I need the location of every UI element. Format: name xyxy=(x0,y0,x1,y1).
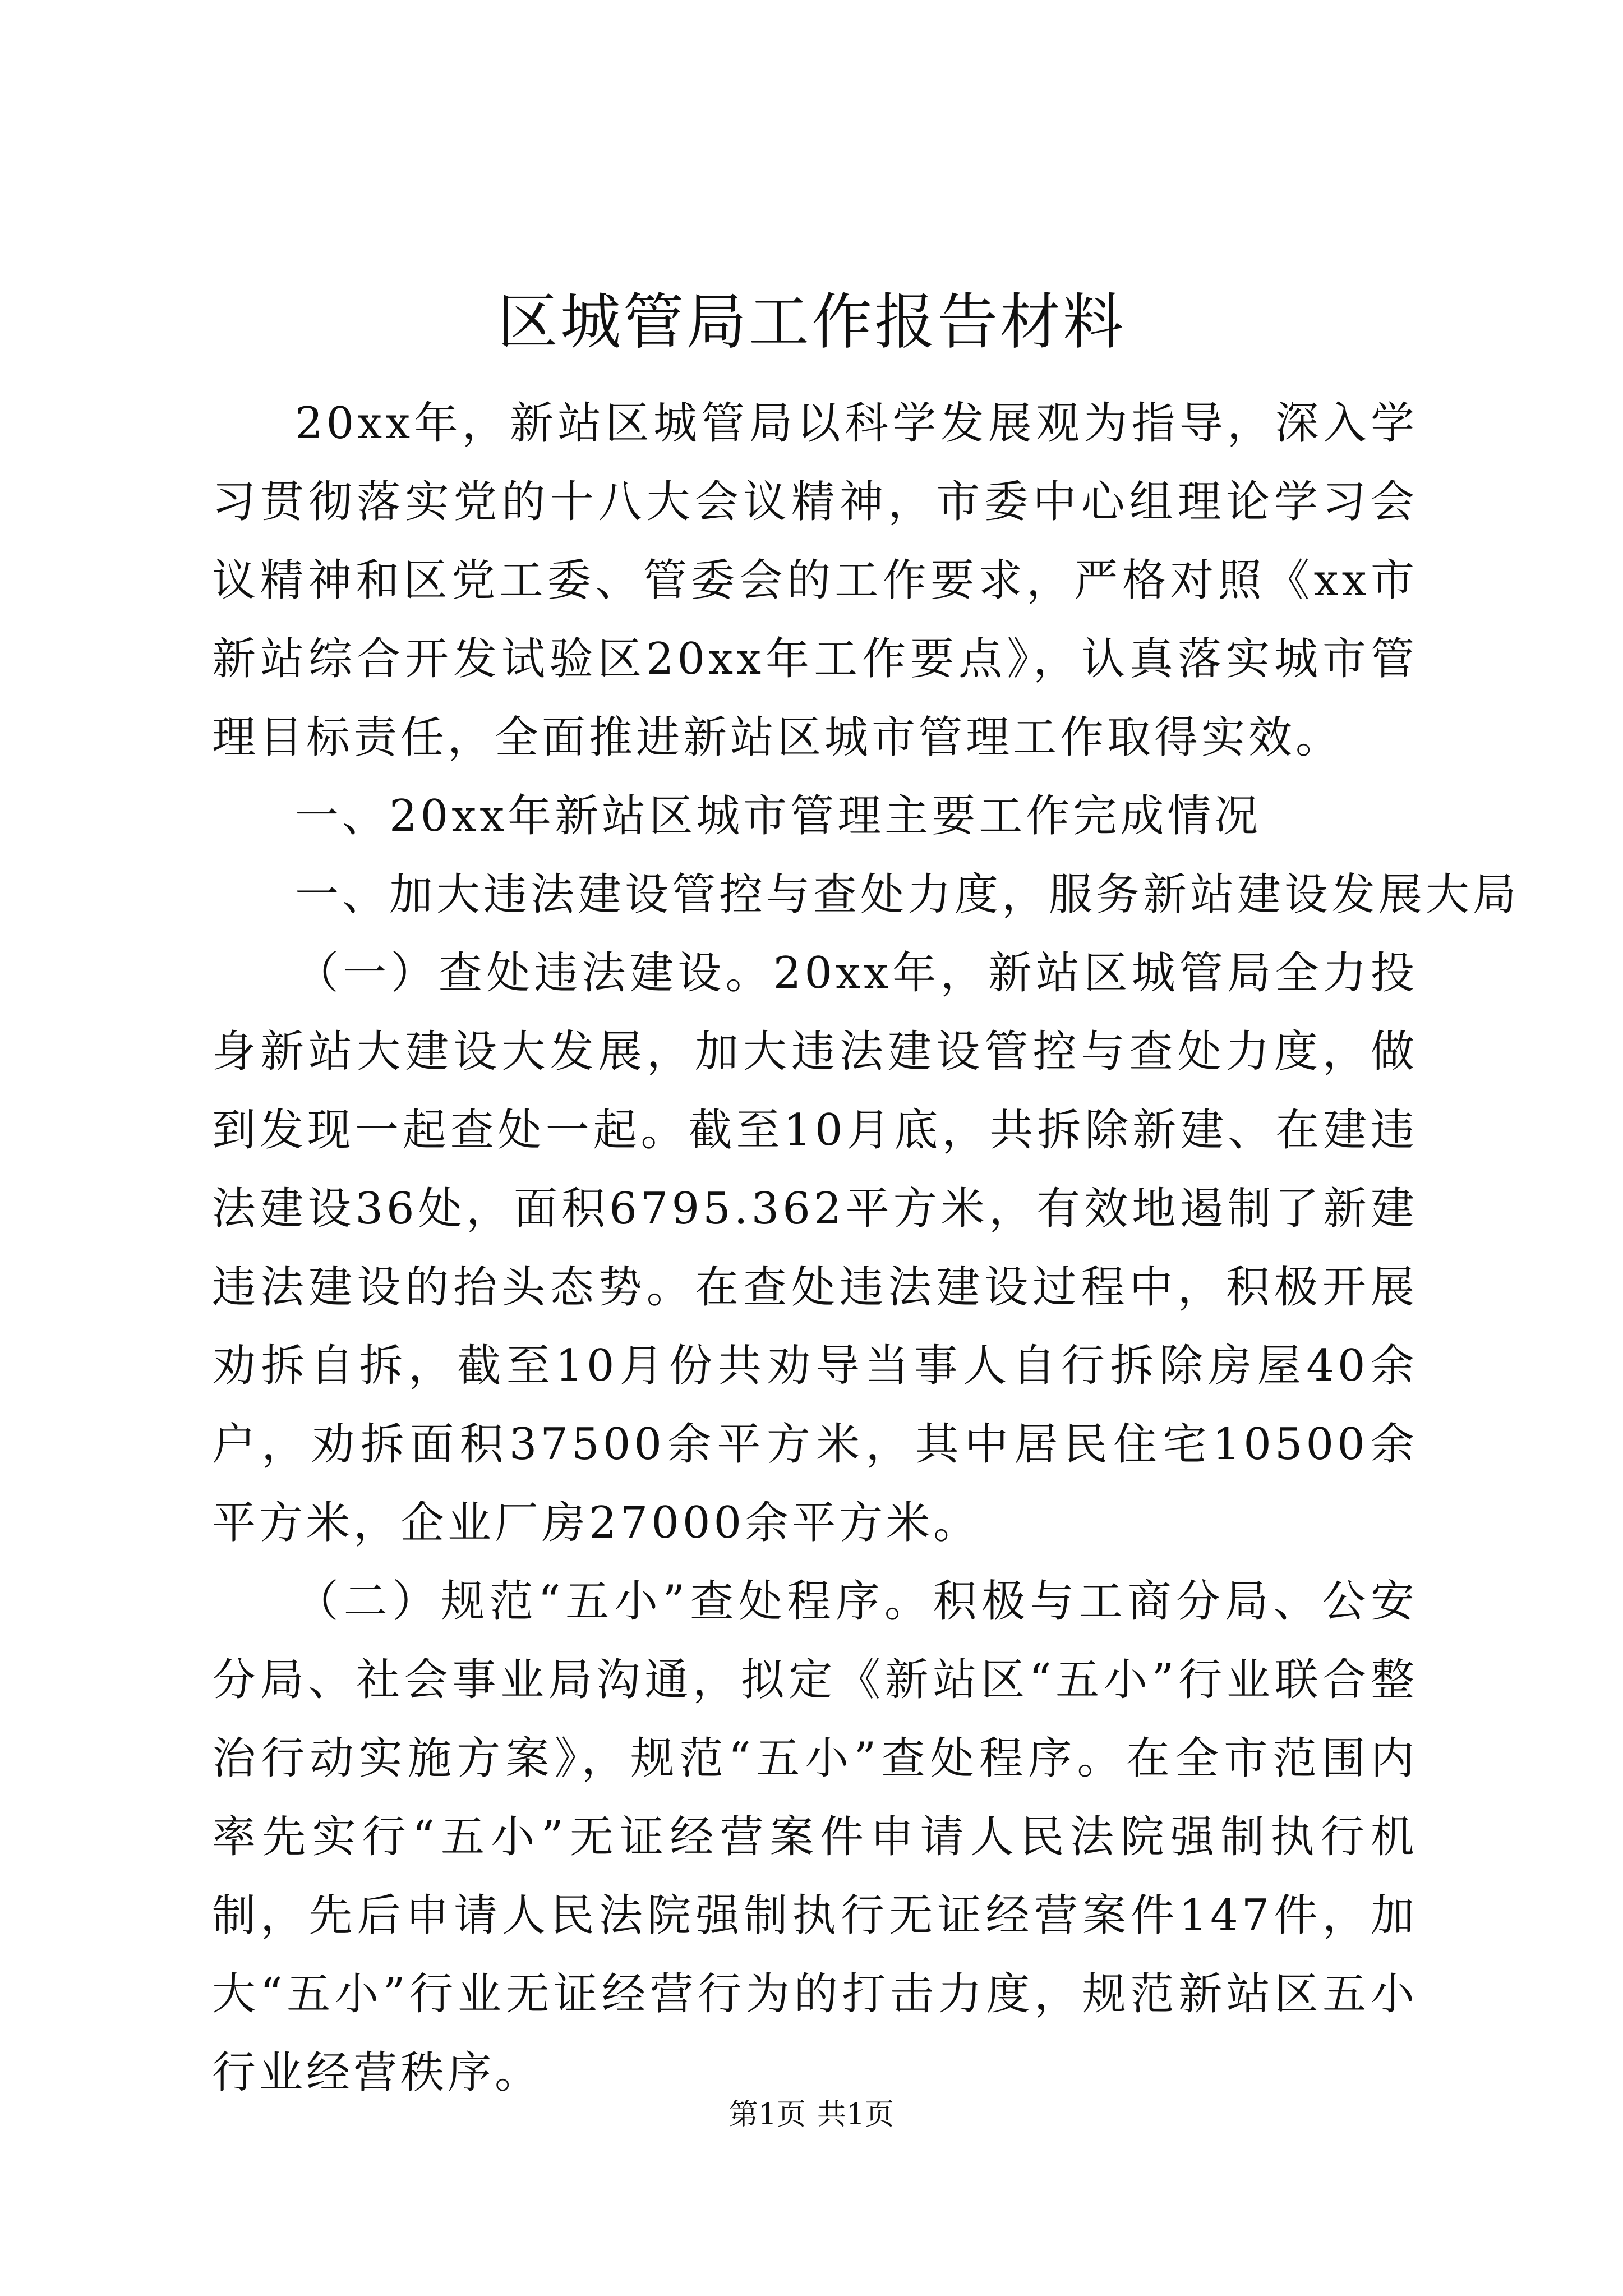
page-footer xyxy=(0,2095,1623,2134)
subsection-heading: 一、加大违法建设管控与查处力度，服务新站建设发展大局 xyxy=(295,869,1520,920)
page-total: 共1页 xyxy=(817,2098,895,2132)
section-heading: 一、20xx年新站区城市管理主要工作完成情况 xyxy=(295,791,1262,841)
document-title: 区城管局工作报告材料 xyxy=(497,287,1126,357)
document-body xyxy=(212,384,1520,2112)
paragraph-five-small: （二）规范“五小”查处程序。积极与工商分局、公安分局、社会事业局沟通，拟定《新站区“五小”行业联合整治行动实施方案》，规范“五小”查处程序。在全市范围内率先实行“五小”无证经营案件申请人民法院强制执行机制，先后申请人民法院强制执行无证经营案件147件，加大“五小”行业无证经营行为的打击力度，规范新站区五小行业经营秩序。 xyxy=(212,1576,1418,2098)
page-number: 第1页 xyxy=(728,2098,806,2132)
paragraph-intro: 20xx年，新站区城管局以科学发展观为指导，深入学习贯彻落实党的十八大会议精神，市委中心组理论学习会议精神和区党工委、管委会的工作要求，严格对照《xx市新站综合开发试验区20xx年工作要点》，认真落实城市管理目标责任，全面推进新站区城市管理工作取得实效。 xyxy=(212,398,1418,763)
paragraph-illegal-construction: （一）查处违法建设。20xx年，新站区城管局全力投身新站大建设大发展，加大违法建设管控与查处力度，做到发现一起查处一起。截至10月底，共拆除新建、在建违法建设36处，面积6795.362平方米，有效地遏制了新建违法建设的抬头态势。在查处违法建设过程中，积极开展劝拆自拆，截至10月份共劝导当事人自行拆除房屋40余户，劝拆面积37500余平方米，其中居民住宅10500余平方米，企业厂房27000余平方米。 xyxy=(212,948,1418,1548)
